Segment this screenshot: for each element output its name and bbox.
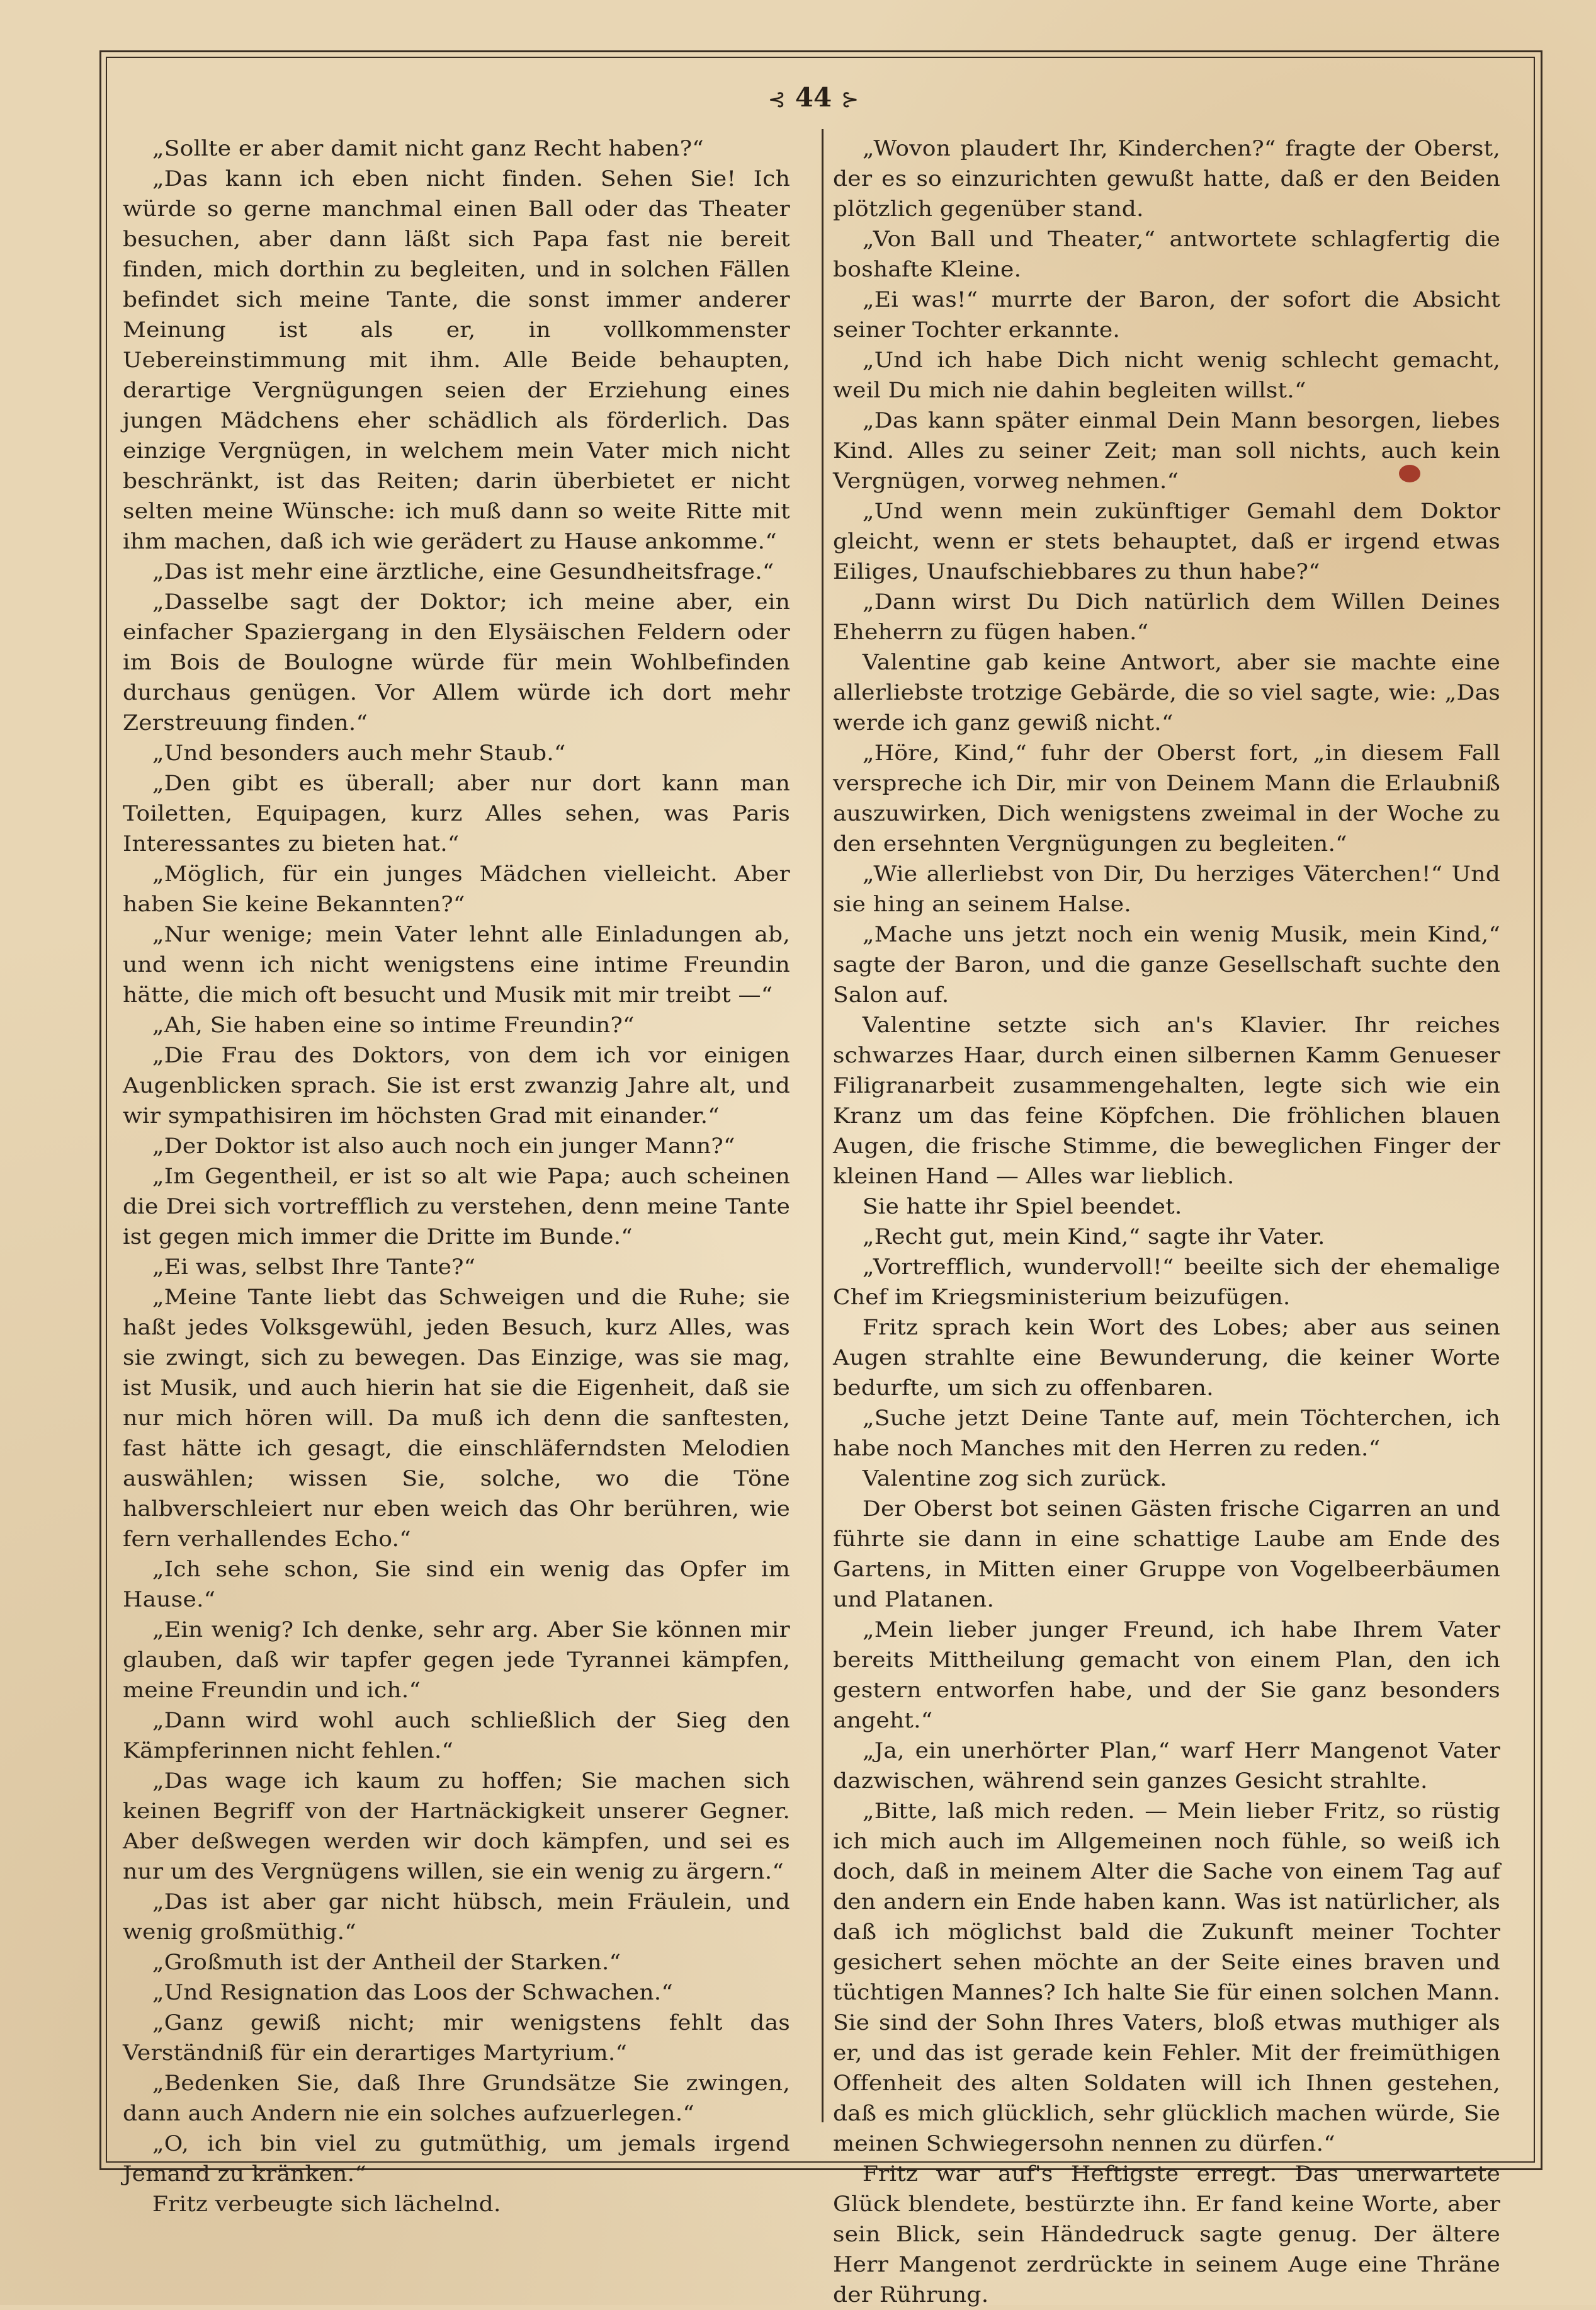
paragraph: „Wie allerliebst von Dir, Du herziges Väterchen!“ Und sie hing an seinem Halse.	[833, 862, 1500, 917]
paragraph: „Von Ball und Theater,“ antwortete schlagfertig die boshafte Kleine.	[833, 227, 1500, 282]
paragraph: „Den gibt es überall; aber nur dort kann man Toiletten, Equipagen, kurz Alles sehen, was Paris Interessantes zu bieten hat.“	[123, 771, 790, 856]
paragraph: Der Oberst bot seinen Gästen frische Cigarren an und führte sie dann in eine schattige Laube am Ende des Gartens, in Mitten einer Gruppe von Vogelbeerbäumen und Platanen.	[833, 1496, 1500, 1612]
paragraph: „Höre, Kind,“ fuhr der Oberst fort, „in diesem Fall verspreche ich Dir, mir von Deinem Mann die Erlaubniß auszuwirken, Dich wenigstens zweimal in der Woche zu den ersehnten Vergnügungen zu begleiten.“	[833, 741, 1500, 856]
paragraph: „Nur wenige; mein Vater lehnt alle Einladungen ab, und wenn ich nicht wenigstens eine intime Freundin hätte, die mich oft besucht und Musik mit mir treibt —“	[123, 922, 790, 1008]
paragraph: „Dann wird wohl auch schließlich der Sieg den Kämpferinnen nicht fehlen.“	[123, 1708, 790, 1763]
paragraph: „Das ist aber gar nicht hübsch, mein Fräulein, und wenig großmüthig.“	[123, 1889, 790, 1945]
page-number: 44	[795, 82, 832, 113]
paragraph: Valentine gab keine Antwort, aber sie machte eine allerliebste trotzige Gebärde, die so viel sagte, wie: „Das werde ich ganz gewiß nicht.“	[833, 650, 1500, 736]
paragraph: „Möglich, für ein junges Mädchen vielleicht. Aber haben Sie keine Bekannten?“	[123, 862, 790, 917]
paragraph: „Ganz gewiß nicht; mir wenigstens fehlt das Verständniß für ein derartiges Martyrium.“	[123, 2010, 790, 2066]
paragraph: Valentine setzte sich an's Klavier. Ihr reiches schwarzes Haar, durch einen silbernen Kamm Genueser Filigranarbeit zusammengehalten, legte sich wie ein Kranz um das feine Köpfchen. Die fröhlichen blauen Augen, die frische Stimme, die beweglichen Finger der kleinen Hand — Alles war lieblich.	[833, 1013, 1500, 1189]
paragraph: „Mache uns jetzt noch ein wenig Musik, mein Kind,“ sagte der Baron, und die ganze Gesellschaft suchte den Salon auf.	[833, 922, 1500, 1008]
paragraph: „Ein wenig? Ich denke, sehr arg. Aber Sie können mir glauben, daß wir tapfer gegen jede Tyrannei kämpfen, meine Freundin und ich.“	[123, 1617, 790, 1703]
paragraph: „O, ich bin viel zu gutmüthig, um jemals irgend Jemand zu kränken.“	[123, 2131, 790, 2187]
paragraph: Fritz war auf's Heftigste erregt. Das unerwartete Glück blendete, bestürzte ihn. Er fand keine Worte, aber sein Blick, sein Händedruck sagte genug. Der ältere Herr Mangenot zerdrückte in seinem Auge eine Thräne der Rührung.	[833, 2161, 1500, 2307]
paragraph: „Mein lieber junger Freund, ich habe Ihrem Vater bereits Mittheilung gemacht von einem Plan, den ich gestern entworfen habe, und der Sie ganz besonders angeht.“	[833, 1617, 1500, 1733]
paragraph: „Bedenken Sie, daß Ihre Grundsätze Sie zwingen, dann auch Andern nie ein solches aufzuerlegen.“	[123, 2071, 790, 2126]
paragraph: „Ich sehe schon, Sie sind ein wenig das Opfer im Hause.“	[123, 1557, 790, 1612]
paragraph: „Suche jetzt Deine Tante auf, mein Töchterchen, ich habe noch Manches mit den Herren zu reden.“	[833, 1406, 1500, 1461]
paragraph: „Vortrefflich, wundervoll!“ beeilte sich der ehemalige Chef im Kriegsministerium beizufügen.	[833, 1255, 1500, 1310]
paragraph: „Meine Tante liebt das Schweigen und die Ruhe; sie haßt jedes Volksgewühl, jeden Besuch, kurz Alles, was sie zwingt, sich zu bewegen. Das Einzige, was sie mag, ist Musik, und auch hierin hat sie die Eigenheit, daß sie nur mich hören will. Da muß ich denn die sanftesten, fast hätte ich gesagt, die einschläferndsten Melodien auswählen; wissen Sie, solche, wo die Töne halbverschleiert nur eben weich das Ohr berühren, wie fern verhallendes Echo.“	[123, 1285, 790, 1552]
paragraph: „Und besonders auch mehr Staub.“	[152, 741, 566, 766]
paragraph: „Dasselbe sagt der Doktor; ich meine aber, ein einfacher Spaziergang in den Elysäischen Feldern oder im Bois de Boulogne würde für mein Wohlbefinden durchaus genügen. Vor Allem würde ich dort mehr Zerstreuung finden.“	[123, 589, 790, 736]
paragraph: „Bitte, laß mich reden. — Mein lieber Fritz, so rüstig ich mich auch im Allgemeinen noch fühle, so weiß ich doch, daß in meinem Alter die Sache von einem Tag auf den andern ein Ende haben kann. Was ist natürlicher, als daß ich möglichst bald die Zukunft meiner Tochter gesichert sehen möchte an der Seite eines braven und tüchtigen Mannes? Ich halte Sie für einen solchen Mann. Sie sind der Sohn Ihres Vaters, bloß etwas muthiger als er, und das ist gerade kein Fehler. Mit der freimüthigen Offenheit des alten Soldaten will ich Ihnen gestehen, daß es mich glücklich, sehr glücklich machen würde, Sie meinen Schwiegersohn nennen zu dürfen.“	[833, 1799, 1500, 2156]
paragraph: „Recht gut, mein Kind,“ sagte ihr Vater.	[862, 1224, 1325, 1249]
paragraph: „Das ist mehr eine ärztliche, eine Gesundheitsfrage.“	[152, 559, 774, 584]
paragraph: „Und ich habe Dich nicht wenig schlecht gemacht, weil Du mich nie dahin begleiten willst.“	[833, 348, 1500, 403]
paragraph: „Das wage ich kaum zu hoffen; Sie machen sich keinen Begriff von der Hartnäckigkeit unserer Gegner. Aber deßwegen werden wir doch kämpfen, und sei es nur um des Vergnügens willen, sie ein wenig zu ärgern.“	[123, 1768, 790, 1884]
ornament-left-icon: ⊰	[767, 87, 786, 112]
paragraph: Fritz verbeugte sich lächelnd.	[152, 2192, 501, 2217]
paragraph: „Und Resignation das Loos der Schwachen.“	[152, 1980, 674, 2005]
paragraph: „Ei was, selbst Ihre Tante?“	[152, 1255, 476, 1280]
paragraph: „Das kann später einmal Dein Mann besorgen, liebes Kind. Alles zu seiner Zeit; man soll nichts, auch kein Vergnügen, vorweg nehmen.“	[833, 408, 1500, 494]
paragraph: Valentine zog sich zurück.	[862, 1466, 1167, 1491]
paragraph: „Ah, Sie haben eine so intime Freundin?“	[152, 1013, 635, 1038]
paragraph: „Sollte er aber damit nicht ganz Recht haben?“	[152, 136, 704, 161]
paragraph: Sie hatte ihr Spiel beendet.	[862, 1194, 1182, 1219]
paragraph: „Die Frau des Doktors, von dem ich vor einigen Augenblicken sprach. Sie ist erst zwanzig Jahre alt, und wir sympathisiren im höchsten Grad mit einander.“	[123, 1043, 790, 1129]
paragraph: „Und wenn mein zukünftiger Gemahl dem Doktor gleicht, wenn er stets behauptet, daß er irgend etwas Eiliges, Unaufschiebbares zu thun habe?“	[833, 499, 1500, 584]
paragraph: „Ja, ein unerhörter Plan,“ warf Herr Mangenot Vater dazwischen, während sein ganzes Gesicht strahlte.	[833, 1738, 1500, 1794]
column-divider	[822, 129, 823, 2122]
ornament-right-icon: ⊱	[840, 87, 859, 112]
right-column	[833, 134, 1500, 2310]
left-column	[123, 134, 790, 2219]
page-number-header	[735, 79, 892, 117]
paragraph: Fritz sprach kein Wort des Lobes; aber aus seinen Augen strahlte eine Bewunderung, die keiner Worte bedurfte, um sich zu offenbaren.	[833, 1315, 1500, 1401]
paragraph: „Im Gegentheil, er ist so alt wie Papa; auch scheinen die Drei sich vortrefflich zu verstehen, denn meine Tante ist gegen mich immer die Dritte im Bunde.“	[123, 1164, 790, 1249]
paragraph: „Wovon plaudert Ihr, Kinderchen?“ fragte der Oberst, der es so einzurichten gewußt hatte, daß er den Beiden plötzlich gegenüber stand.	[833, 136, 1500, 222]
paragraph: „Der Doktor ist also auch noch ein junger Mann?“	[152, 1134, 735, 1159]
paragraph: „Dann wirst Du Dich natürlich dem Willen Deines Eheherrn zu fügen haben.“	[833, 589, 1500, 645]
paragraph: „Ei was!“ murrte der Baron, der sofort die Absicht seiner Tochter erkannte.	[833, 287, 1500, 343]
paragraph: „Das kann ich eben nicht finden. Sehen Sie! Ich würde so gerne manchmal einen Ball oder das Theater besuchen, aber dann läßt sich Papa fast nie bereit finden, mich dorthin zu begleiten, und in solchen Fällen befindet sich meine Tante, die sonst immer anderer Meinung ist als er, in vollkommenster Uebereinstimmung mit ihm. Alle Beide behaupten, derartige Vergnügungen seien der Erziehung eines jungen Mädchens eher schädlich als förderlich. Das einzige Vergnügen, in welchem mein Vater mich nicht beschränkt, ist das Reiten; darin überbietet er nicht selten meine Wünsche: ich muß dann so weite Ritte mit ihm machen, daß ich wie gerädert zu Hause ankomme.“	[123, 166, 790, 554]
paragraph: „Großmuth ist der Antheil der Starken.“	[152, 1950, 621, 1975]
